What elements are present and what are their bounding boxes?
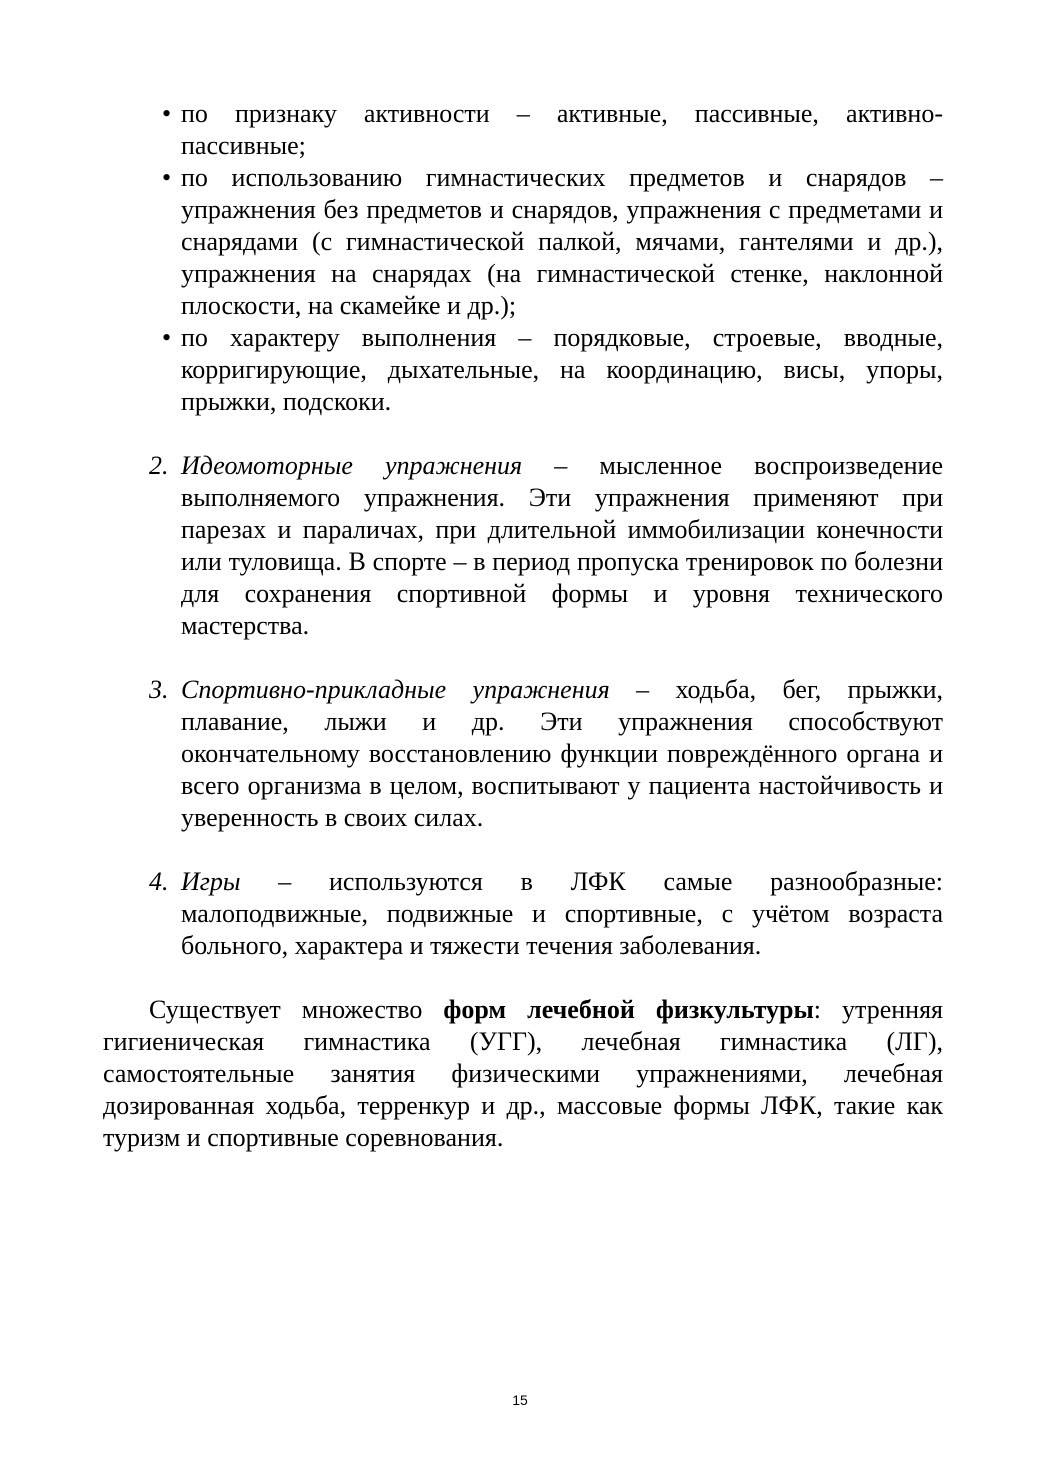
bullet-marker: • <box>162 163 172 192</box>
page-body <box>103 98 943 1180</box>
bullet-list <box>103 98 943 418</box>
paragraph-bold-term: форм лечебной физкультуры <box>443 995 814 1024</box>
bullet-marker: • <box>162 323 172 352</box>
item-number: 3. <box>149 675 169 704</box>
bullet-text: по признаку активности – активные, пассивные, активно-пассивные; <box>181 99 943 160</box>
item-term: Идеомоторные упражнения <box>181 451 523 480</box>
item-description: – ходьба, бег, прыжки, плавание, лыжи и др. Эти упражнения способствуют окончательному восстановлению функции повреждённого органа и всего организма в целом, воспитывают у пациента настойчивость и уверенность в своих силах. <box>181 675 943 832</box>
list-item <box>103 98 943 162</box>
item-description: – мысленное воспроизведение выполняемого упражнения. Эти упражнения применяют при парезах и параличах, при длительной иммобилизации конечности или туловища. В спорте – в период пропуска тренировок по болезни для сохранения спортивной формы и уровня технического мастерства. <box>181 451 943 640</box>
paragraph-rest: : утренняя гигиеническая гимнастика (УГГ), лечебная гимнастика (ЛГ), самостоятельные занятия физическими упражнениями, лечебная дозированная ходьба, терренкур и др., массовые формы ЛФК, такие как туризм и спортивные соревнования. <box>103 995 943 1152</box>
numbered-item-sport-applied <box>103 674 943 834</box>
item-description: – используются в ЛФК самые разнообразные: малоподвижные, подвижные и спортивные, с учётом возраста больного, характера и тяжести течения заболевания. <box>181 867 943 960</box>
item-term: Спортивно-прикладные упражнения <box>181 675 610 704</box>
item-term: Игры <box>181 867 241 896</box>
bullet-text: по характеру выполнения – порядковые, строевые, вводные, корригирующие, дыхательные, на координацию, висы, упоры, прыжки, подскоки. <box>181 323 943 416</box>
list-item <box>103 322 943 418</box>
page-number: 15 <box>512 1392 528 1408</box>
numbered-item-games <box>103 866 943 962</box>
numbered-item-ideomotor <box>103 450 943 642</box>
bullet-marker: • <box>162 99 172 128</box>
list-item <box>103 162 943 322</box>
paragraph-lead: Существует множество <box>149 995 444 1024</box>
item-number: 2. <box>149 451 169 480</box>
bullet-text: по использованию гимнастических предметов и снарядов – упражнения без предметов и снарядов, упражнения с предметами и снарядами (с гимнастической палкой, мячами, гантелями и др.), упражнения на снарядах (на гимнастической стенке, наклонной плоскости, на скамейке и др.); <box>181 163 943 320</box>
forms-paragraph <box>103 994 943 1154</box>
item-number: 4. <box>149 867 169 896</box>
